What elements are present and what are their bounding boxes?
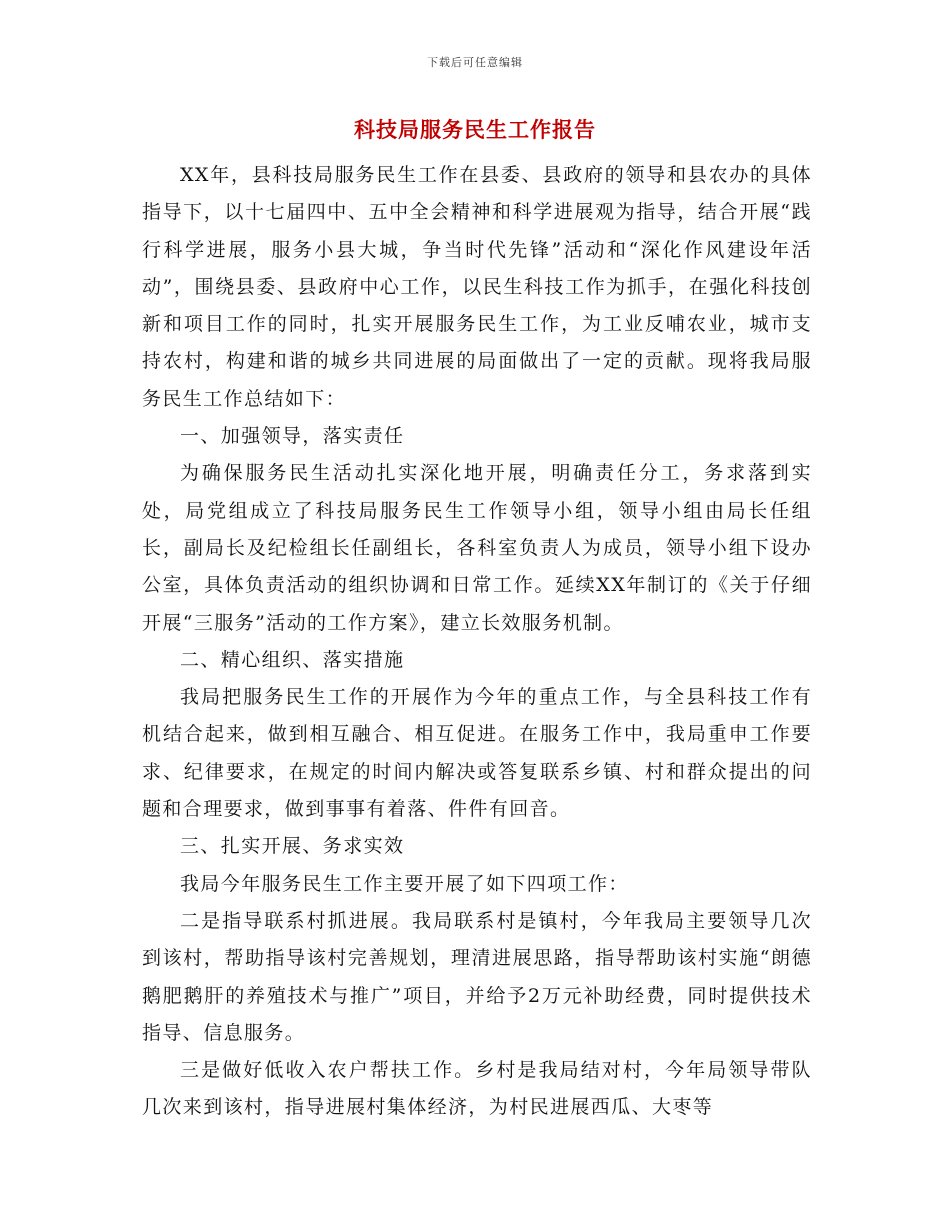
section-heading-2: 二、精心组织、落实措施 <box>180 648 405 671</box>
paragraph-item-3: 三是做好低收入农户帮扶工作。乡村是我局结对村，今年局领导带队几次来到该村，指导进展村集体经济，为村民进展西瓜、大枣等 <box>142 1059 812 1119</box>
paragraph-intro: XX年，县科技局服务民生工作在县委、县政府的领导和县农办的具体指导下，以十七届四中、五中全会精神和科学进展观为指导，结合开展“践行科学进展，服务小县大城，争当时代先锋”活动和“深化作风建设年活动”，围绕县委、县政府中心工作，以民生科技工作为抓手，在强化科技创新和项目工作的同时，扎实开展服务民生工作，为工业反哺农业，城市支持农村，构建和谐的城乡共同进展的局面做出了一定的贡献。现将我局服务民生工作总结如下： <box>142 164 812 410</box>
paragraph-section-3-intro: 我局今年服务民生工作主要开展了如下四项工作： <box>180 872 629 895</box>
section-heading-1: 一、加强领导，落实责任 <box>180 425 405 448</box>
header-note: 下载后可任意编辑 <box>427 56 523 69</box>
paragraph-section-1: 为确保服务民生活动扎实深化地开展，明确责任分工，务求落到实处，局党组成立了科技局服务民生工作领导小组，领导小组由局长任组长，副局长及纪检组长任副组长，各科室负责人为成员，领导小组下设办公室，具体负责活动的组织协调和日常工作。延续XX年制订的《关于仔细开展“三服务”活动的工作方案》，建立长效服务机制。 <box>142 462 812 634</box>
paragraph-section-2: 我局把服务民生工作的开展作为今年的重点工作，与全县科技工作有机结合起来，做到相互融合、相互促进。在服务工作中，我局重申工作要求、纪律要求，在规定的时间内解决或答复联系乡镇、村和群众提出的问题和合理要求，做到事事有着落、件件有回音。 <box>142 686 812 821</box>
paragraph-item-2: 二是指导联系村抓进展。我局联系村是镇村，今年我局主要领导几次到该村，帮助指导该村完善规划，理清进展思路，指导帮助该村实施“朗德鹅肥鹅肝的养殖技术与推广”项目，并给予2万元补助经费，同时提供技术指导、信息服务。 <box>142 909 812 1044</box>
document-title: 科技局服务民生工作报告 <box>354 117 596 142</box>
section-heading-3: 三、扎实开展、务求实效 <box>180 835 405 858</box>
document-body <box>142 157 812 1127</box>
